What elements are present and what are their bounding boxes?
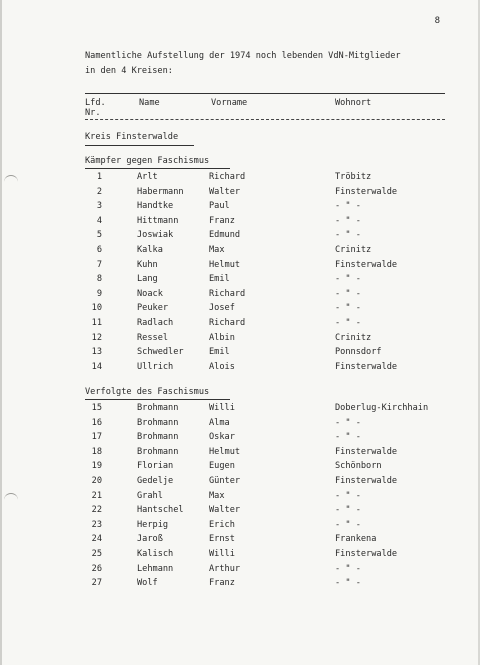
row-vorname: Arthur [209,563,241,574]
row-number: 12 [91,332,102,343]
row-number: 7 [96,259,102,270]
table-row [0,403,480,415]
row-vorname: Max [209,490,225,501]
row-wohnort: - " - [335,563,361,574]
row-number: 5 [96,230,102,241]
row-vorname: Emil [209,347,230,358]
row-name: Jaroß [137,534,163,545]
row-name: Ressel [137,332,169,343]
row-name: Habermann [137,186,184,197]
row-wohnort: Crinitz [335,245,372,255]
table-row [0,172,480,184]
table-row [0,491,480,503]
table-row [0,303,480,315]
row-number: 2 [96,186,102,197]
row-number: 21 [91,490,102,501]
row-wohnort: - " - [335,303,361,314]
row-number: 22 [91,505,102,516]
row-wohnort: Doberlug-Kirchhain [335,403,429,413]
row-name: Kalisch [137,549,174,559]
row-number: 25 [91,549,102,559]
row-wohnort: Finsterwalde [335,446,398,457]
row-name: Arlt [137,172,158,182]
row-vorname: Emil [209,274,230,285]
table-row [0,333,480,345]
row-name: Kalka [137,245,163,255]
row-name: Joswiak [137,230,174,241]
row-wohnort: Finsterwalde [335,476,398,486]
row-vorname: Oskar [209,432,235,443]
row-wohnort: - " - [335,432,361,443]
row-wohnort: - " - [335,417,361,428]
row-wohnort: Finsterwalde [335,361,398,372]
section1-title: Kämpfer gegen Faschismus [85,156,210,166]
row-vorname: Helmut [209,259,241,270]
row-wohnort: Tröbitz [335,172,372,182]
row-vorname: Paul [209,201,230,212]
row-wohnort: Ponnsdorf [335,347,382,358]
row-number: 11 [91,318,102,328]
row-number: 8 [96,274,102,285]
table-row [0,505,480,517]
row-name: Peuker [137,303,169,314]
row-wohnort: - " - [335,274,361,285]
header-rule-top [85,93,445,94]
row-name: Handtke [137,201,174,212]
row-vorname: Walter [209,505,241,516]
row-number: 19 [91,461,102,472]
row-name: Brohmann [137,403,179,413]
table-row [0,289,480,301]
table-row [0,447,480,459]
table-row [0,245,480,257]
row-name: Ullrich [137,361,174,372]
page-number: 8 [434,16,440,26]
row-vorname: Josef [209,303,235,314]
row-number: 18 [91,446,102,457]
row-vorname: Günter [209,476,241,486]
row-name: Lehmann [137,563,174,574]
row-wohnort: - " - [335,318,361,328]
section2-underline [85,399,230,400]
row-number: 15 [91,403,102,413]
intro-line-1: Namentliche Aufstellung der 1974 noch lebenden VdN-Mitglieder [85,51,401,61]
row-vorname: Richard [209,288,246,299]
table-row [0,347,480,359]
table-row [0,318,480,330]
row-wohnort: - " - [335,578,361,589]
row-vorname: Albin [209,332,235,343]
row-number: 23 [91,519,102,530]
row-wohnort: Finsterwalde [335,186,398,197]
table-row [0,549,480,561]
row-wohnort: - " - [335,201,361,212]
row-number: 24 [91,534,102,545]
row-vorname: Willi [209,403,235,413]
row-vorname: Franz [209,215,235,226]
row-number: 20 [91,476,102,486]
row-name: Kuhn [137,259,158,270]
section2-title: Verfolgte des Faschismus [85,387,210,397]
row-name: Schwedler [137,347,184,358]
header-nr: Nr. [85,108,101,118]
table-row [0,578,480,590]
row-name: Wolf [137,578,158,589]
row-vorname: Ernst [209,534,235,545]
header-rule-bottom [85,119,445,120]
row-name: Lang [137,274,158,285]
table-row [0,564,480,576]
row-name: Noack [137,288,163,299]
row-name: Grahl [137,490,163,501]
section1-underline [85,168,230,169]
row-vorname: Eugen [209,461,235,472]
row-vorname: Franz [209,578,235,589]
kreis-heading: Kreis Finsterwalde [85,132,179,142]
row-vorname: Max [209,245,225,255]
table-row [0,201,480,213]
table-row [0,230,480,242]
table-row [0,187,480,199]
kreis-heading-underline [85,145,194,146]
row-name: Hantschel [137,505,184,516]
row-vorname: Erich [209,519,235,530]
table-row [0,362,480,374]
header-name: Name [139,98,160,108]
row-number: 26 [91,563,102,574]
row-wohnort: - " - [335,288,361,299]
row-wohnort: - " - [335,490,361,501]
row-wohnort: Schönborn [335,461,382,472]
intro-line-2: in den 4 Kreisen: [85,66,173,76]
row-wohnort: - " - [335,230,361,241]
row-number: 13 [91,347,102,358]
row-vorname: Walter [209,186,241,197]
row-number: 3 [96,201,102,212]
table-row [0,461,480,473]
row-vorname: Richard [209,172,246,182]
row-number: 4 [96,215,102,226]
row-vorname: Alois [209,361,235,372]
row-number: 14 [91,361,102,372]
table-row [0,216,480,228]
row-name: Hittmann [137,215,179,226]
row-name: Brohmann [137,446,179,457]
table-row [0,534,480,546]
row-name: Brohmann [137,417,179,428]
row-name: Gedelje [137,476,174,486]
row-vorname: Edmund [209,230,241,241]
row-name: Radlach [137,318,174,328]
row-number: 27 [91,578,102,589]
table-row [0,274,480,286]
table-row [0,260,480,272]
row-number: 10 [91,303,102,314]
row-wohnort: - " - [335,505,361,516]
header-wohnort: Wohnort [335,98,372,108]
row-wohnort: Crinitz [335,332,372,343]
row-vorname: Alma [209,417,230,428]
row-wohnort: - " - [335,215,361,226]
row-name: Brohmann [137,432,179,443]
row-vorname: Helmut [209,446,241,457]
table-row [0,520,480,532]
row-number: 16 [91,417,102,428]
header-lfd: Lfd. [85,98,106,108]
row-wohnort: Finsterwalde [335,259,398,270]
row-number: 9 [96,288,102,299]
table-row [0,476,480,488]
row-wohnort: Finsterwalde [335,549,398,559]
header-vorname: Vorname [211,98,248,108]
table-row [0,418,480,430]
row-number: 1 [96,172,102,182]
row-vorname: Richard [209,318,246,328]
row-name: Herpig [137,519,169,530]
row-vorname: Willi [209,549,235,559]
row-wohnort: Frankena [335,534,377,545]
table-row [0,432,480,444]
row-number: 17 [91,432,102,443]
row-wohnort: - " - [335,519,361,530]
row-number: 6 [96,245,102,255]
row-name: Florian [137,461,174,472]
